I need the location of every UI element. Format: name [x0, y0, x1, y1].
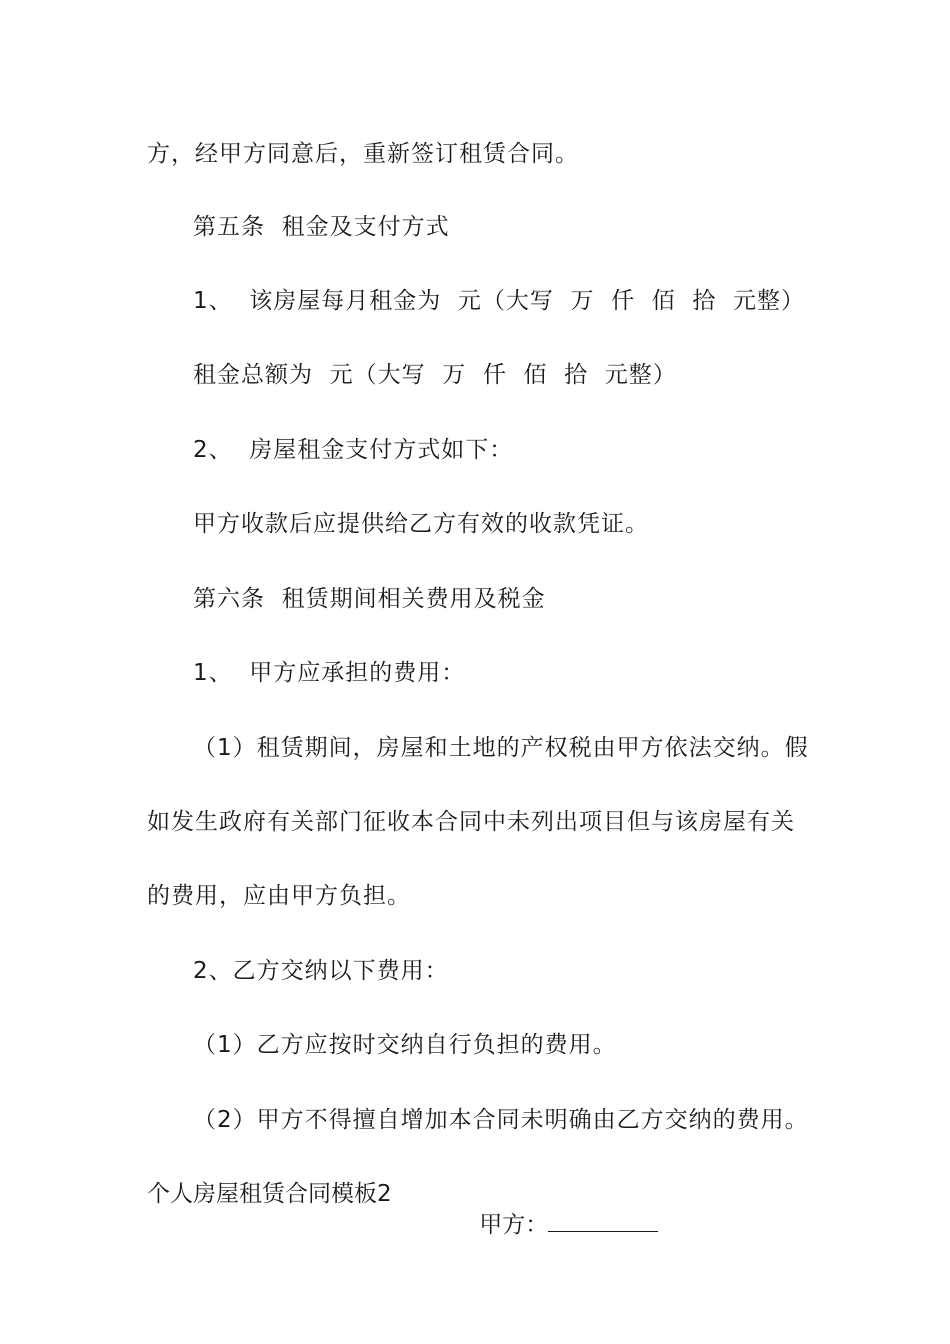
text-line: （1）租赁期间，房屋和土地的产权税由甲方依法交纳。假	[193, 735, 809, 761]
text-line: 1、 甲方应承担的费用：	[193, 660, 466, 686]
text-line: （1）乙方应按时交纳自行负担的费用。	[193, 1032, 617, 1058]
party-a-blank	[548, 1209, 658, 1232]
party-a-label: 甲方：	[479, 1212, 549, 1238]
text-line: 2、 房屋租金支付方式如下：	[193, 437, 514, 463]
party-a-field	[450, 1179, 658, 1270]
text-line: 的费用，应由甲方负担。	[147, 883, 411, 909]
text-line: 甲方收款后应提供给乙方有效的收款凭证。	[193, 511, 649, 537]
text-line: 如发生政府有关部门征收本合同中未列出项目但与该房屋有关	[147, 809, 795, 835]
footer-title: 个人房屋租赁合同模板2	[147, 1181, 392, 1207]
text-line: （2）甲方不得擅自增加本合同未明确由乙方交纳的费用。	[193, 1107, 809, 1133]
text-line: 2、乙方交纳以下费用：	[193, 958, 449, 984]
text-line: 方，经甲方同意后，重新签订租赁合同。	[147, 141, 579, 167]
section-heading: 第六条 租赁期间相关费用及税金	[193, 586, 546, 612]
text-line: 租金总额为 元（大写 万 仟 佰 拾 元整）	[193, 362, 677, 388]
text-line: 1、 该房屋每月租金为 元（大写 万 仟 佰 拾 元整）	[193, 288, 805, 314]
section-heading: 第五条 租金及支付方式	[193, 214, 450, 240]
